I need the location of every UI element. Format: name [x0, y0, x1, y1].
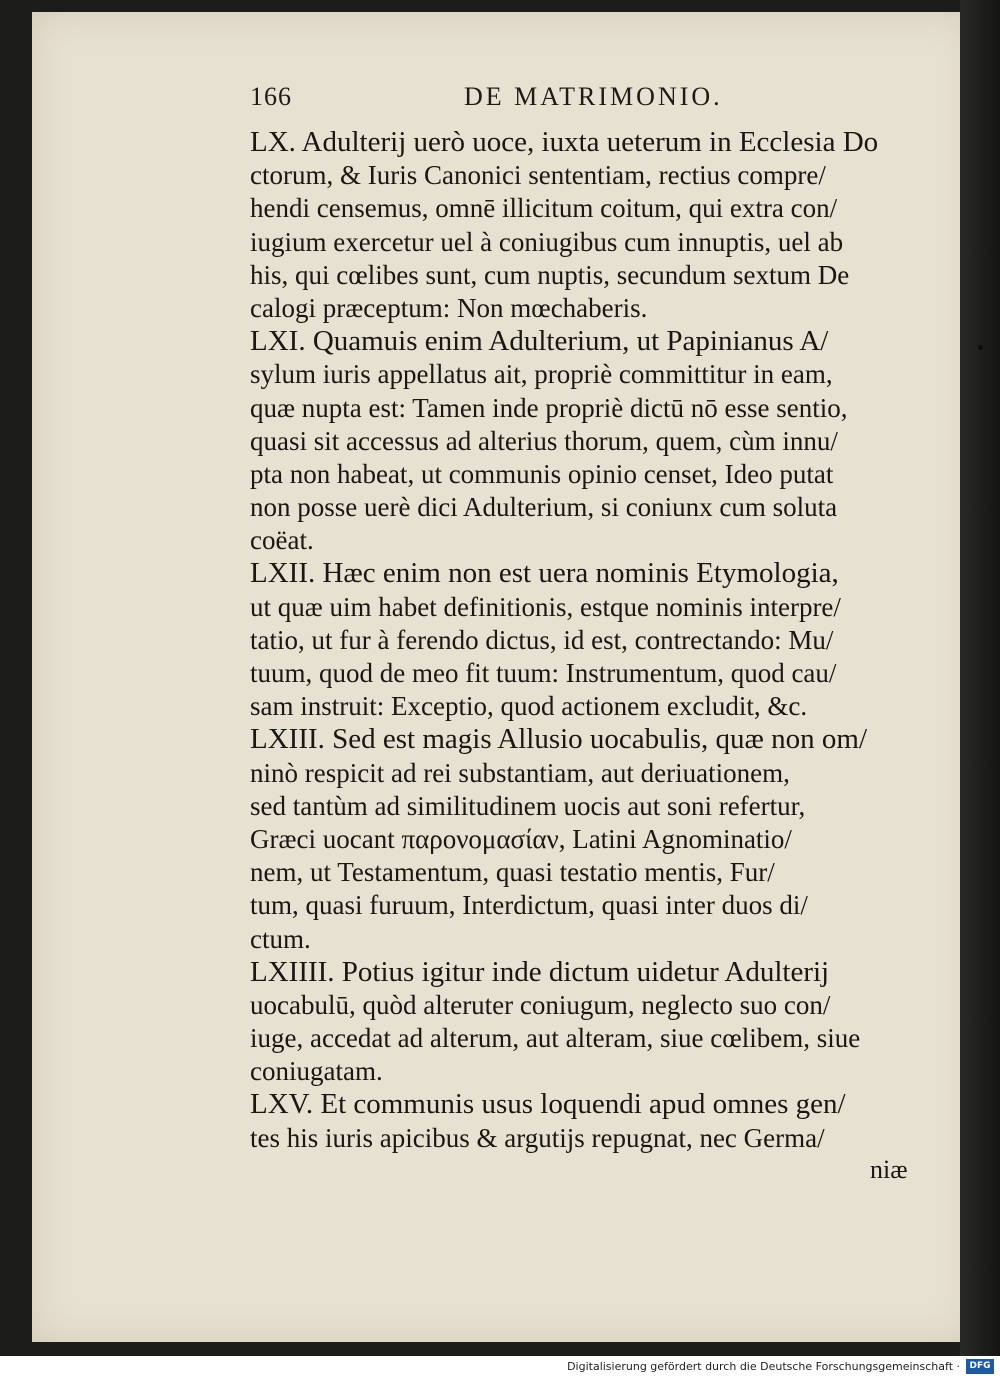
body-text: [250, 126, 938, 1155]
text-line: tum, quasi furuum, Interdictum, quasi inter duos di/: [250, 890, 808, 921]
page-header: [250, 82, 940, 122]
footer-bar: [0, 1356, 1000, 1379]
text-line: pta non habeat, ut communis opinio censet, Ideo putat: [250, 458, 834, 489]
text-line: LXII. Hæc enim non est uera nominis Etymologia,: [250, 557, 839, 590]
text-line: tatio, ut fur à ferendo dictus, id est, contrectando: Mu/: [250, 624, 834, 655]
text-line: ninò respicit ad rei substantiam, aut deriuationem,: [250, 757, 790, 788]
text-line: coniugatam.: [250, 1056, 383, 1087]
text-line: ctorum, & Iuris Canonici sententiam, rectius compre/: [250, 160, 826, 191]
page-number: 166: [250, 82, 292, 111]
catchword: niæ: [870, 1155, 908, 1184]
text-line: tuum, quod de meo fit tuum: Instrumentum, quod cau/: [250, 658, 837, 688]
text-line: LXV. Et communis usus loquendi apud omnes gen/: [250, 1088, 846, 1121]
funding-note: Digitalisierung gefördert durch die Deutsche Forschungsgemeinschaft ·: [567, 1360, 960, 1373]
text-line: iugium exercetur uel à coniugibus cum innuptis, uel ab: [250, 226, 844, 257]
running-title: DE MATRIMONIO.: [464, 82, 723, 111]
text-line: ctum.: [250, 923, 311, 954]
text-line: tes his iuris apicibus & argutijs repugnat, nec Germa/: [250, 1122, 825, 1153]
text-line: uocabulū, quòd alteruter coniugum, neglecto suo con/: [250, 989, 831, 1020]
dfg-logo: DFG: [966, 1359, 994, 1374]
text-line: non posse uerè dici Adulterium, si coniunx cum soluta: [250, 492, 838, 523]
margin-mark: [978, 345, 983, 350]
text-line: hendi censemus, omnē illicitum coitum, qui extra con/: [250, 193, 838, 224]
text-line: ut quæ uim habet definitionis, estque nominis interpre/: [250, 591, 841, 622]
text-line: LXIIII. Potius igitur inde dictum uidetur Adulterij: [250, 955, 830, 988]
text-line: quasi sit accessus ad alterius thorum, quem, cùm innu/: [250, 425, 838, 456]
text-line: iuge, accedat ad alterum, aut alteram, siue cœlibem, siue: [250, 1023, 861, 1054]
text-line: sylum iuris appellatus ait, propriè committitur in eam,: [250, 359, 833, 390]
text-line: nem, ut Testamentum, quasi testatio mentis, Fur/: [250, 857, 775, 888]
text-line: sam instruit: Exceptio, quod actionem excludit, &c.: [250, 691, 808, 722]
text-line: sed tantùm ad similitudinem uocis aut soni refertur,: [250, 790, 806, 821]
text-line: coëat.: [250, 525, 314, 556]
text-line: Græci uocant παρονομασίαν, Latini Agnominatio/: [250, 823, 792, 854]
text-line: LXI. Quamuis enim Adulterium, ut Papinianus A/: [250, 325, 829, 358]
text-line: quæ nupta est: Tamen inde propriè dictū nō esse sentio,: [250, 392, 848, 423]
text-line: his, qui cœlibes sunt, cum nuptis, secundum sextum De: [250, 259, 850, 290]
text-line: calogi præceptum: Non mœchaberis.: [250, 292, 648, 323]
text-line: LX. Adulterij uerò uoce, iuxta ueterum in Ecclesia Do: [250, 126, 879, 158]
book-edge: [960, 0, 1000, 1356]
text-line: LXIII. Sed est magis Allusio uocabulis, quæ non om/: [250, 723, 868, 756]
